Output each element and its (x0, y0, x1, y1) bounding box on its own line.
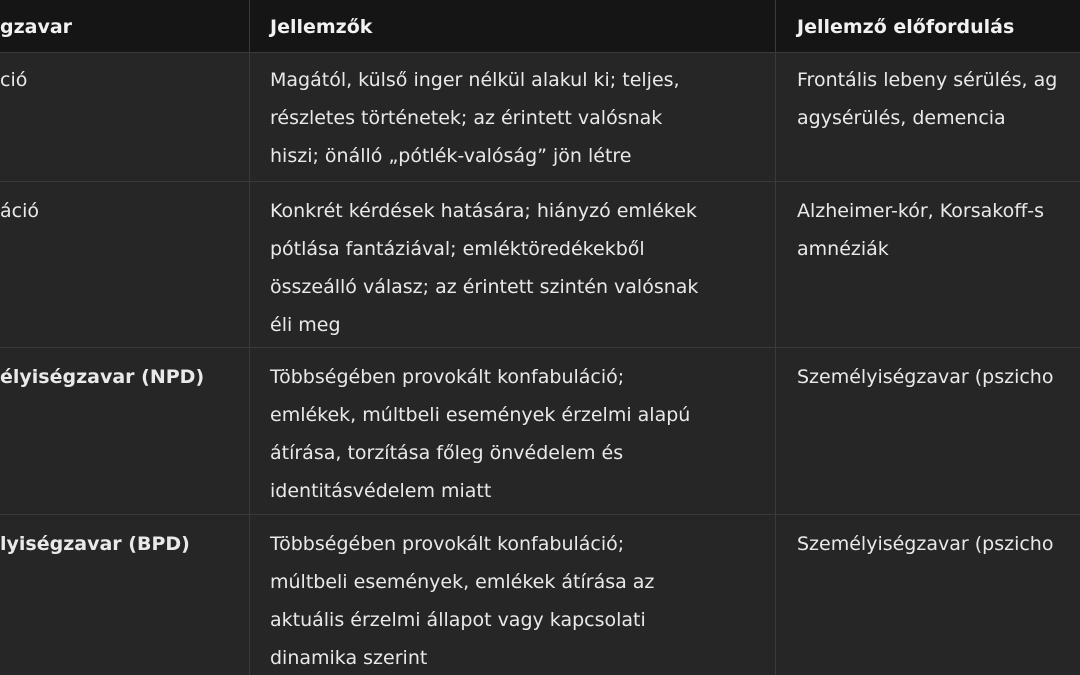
row-1-occurrence-cell (776, 53, 1080, 181)
row-2-occurrence-line-2: amnéziák (797, 238, 889, 260)
row-4-occurrence-cell (776, 515, 1080, 675)
row-1-type: ció (0, 69, 28, 91)
column-divider-2 (775, 0, 776, 675)
row-2-features-line-3: összeálló válasz; az érintett szintén valósnak (270, 276, 699, 298)
row-2-features-cell (250, 182, 775, 347)
row-1-occurrence-line-2: agysérülés, demencia (797, 107, 1006, 129)
row-4-features-line-3: aktuális érzelmi állapot vagy kapcsolati (270, 609, 646, 631)
row-1-features-line-3: hiszi; önálló „pótlék-valóság” jön létre (270, 145, 632, 167)
row-1-features-line-1: Magától, külső inger nélkül alakul ki; teljes, (270, 69, 680, 91)
row-3-type: élyiségzavar (NPD) (0, 366, 205, 388)
row-2-occurrence-line-1: Alzheimer-kór, Korsakoff-s (797, 200, 1045, 222)
row-1-features-cell (250, 53, 775, 181)
header-cell-occurrence (776, 0, 1080, 52)
row-4-features-cell (250, 515, 775, 675)
header-cell-type (0, 0, 249, 52)
row-divider-3 (0, 514, 1080, 515)
row-1-features-line-2: részletes történetek; az érintett valósnak (270, 107, 663, 129)
row-1-occurrence-line-1: Frontális lebeny sérülés, ag (797, 69, 1058, 91)
row-4-occurrence-line-1: Személyiségzavar (pszicho (797, 533, 1054, 555)
row-2-type-cell (0, 182, 249, 347)
header-type-label: gzavar (0, 16, 73, 38)
row-3-features-line-1: Többségében provokált konfabuláció; (270, 366, 625, 388)
row-2-features-line-4: éli meg (270, 314, 341, 336)
row-3-features-line-4: identitásvédelem miatt (270, 480, 492, 502)
row-4-features-line-4: dinamika szerint (270, 647, 428, 669)
row-2-type: áció (0, 200, 39, 222)
header-features-label: Jellemzők (270, 16, 373, 38)
row-4-features-line-2: múltbeli események, emlékek átírása az (270, 571, 655, 593)
row-2-features-line-2: pótlása fantáziával; emléktöredékekből (270, 238, 645, 260)
row-divider-header (0, 52, 1080, 53)
row-3-occurrence-line-1: Személyiségzavar (pszicho (797, 366, 1054, 388)
row-3-type-cell (0, 348, 249, 514)
row-divider-2 (0, 347, 1080, 348)
row-4-type: lyiségzavar (BPD) (0, 533, 190, 555)
row-2-features-line-1: Konkrét kérdések hatására; hiányzó emlékek (270, 200, 697, 222)
row-3-features-line-2: emlékek, múltbeli események érzelmi alapú (270, 404, 691, 426)
row-3-occurrence-cell (776, 348, 1080, 514)
row-3-features-cell (250, 348, 775, 514)
row-4-type-cell (0, 515, 249, 675)
row-1-type-cell (0, 53, 249, 181)
header-cell-features (250, 0, 775, 52)
row-3-features-line-3: átírása, torzítása főleg önvédelem és (270, 442, 624, 464)
row-4-features-line-1: Többségében provokált konfabuláció; (270, 533, 625, 555)
column-divider-1 (249, 0, 250, 675)
header-occurrence-label: Jellemző előfordulás (797, 16, 1015, 38)
row-2-occurrence-cell (776, 182, 1080, 347)
row-divider-1 (0, 181, 1080, 182)
